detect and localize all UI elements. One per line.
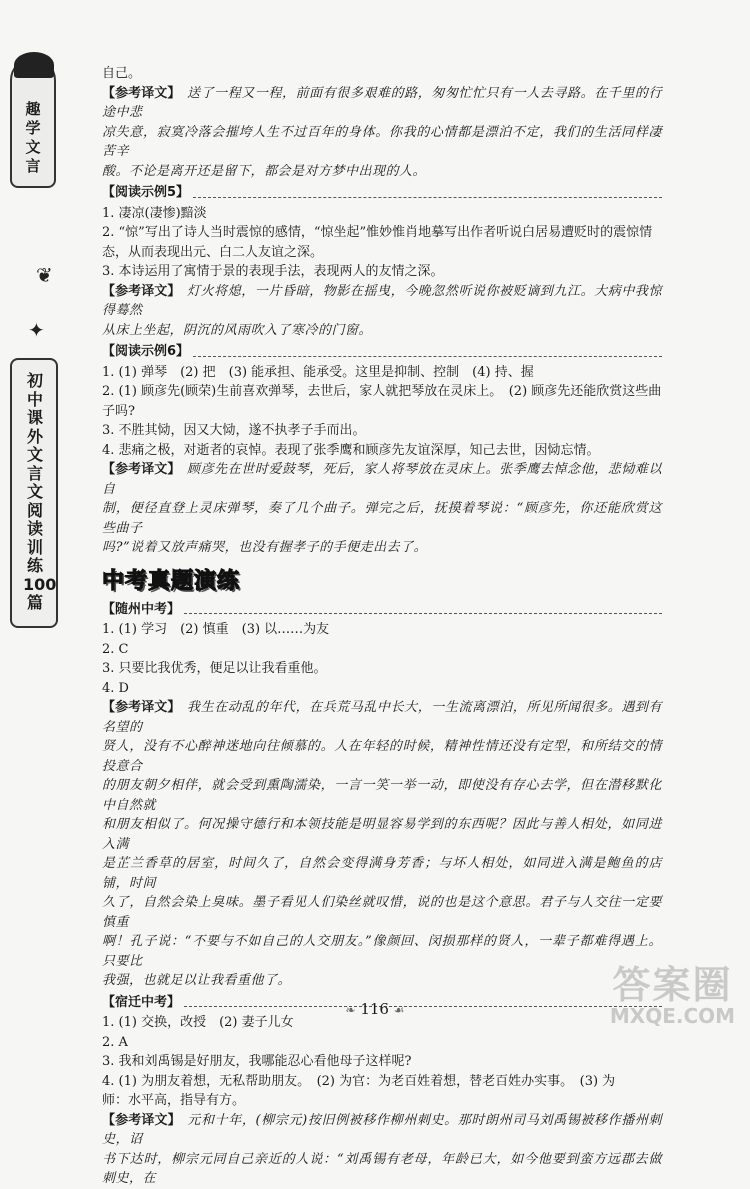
- text-line: 4. 悲痛之极，对逝者的哀悼。表现了张季鹰和顾彦先友谊深厚，知己去世，因恸忘情。: [102, 442, 600, 458]
- text-line: 和朋友相似了。何况操守德行和本领技能是明显容易学到的东西呢？因此与善人相处，如同进入满: [102, 817, 662, 852]
- chapter-title: 中考真题演练: [102, 568, 241, 594]
- text-line: 啊！孔子说：“不要与不如自己的人交朋友。”像颜回、闵损那样的贤人，一辈子都难得遇上。只要比: [102, 934, 662, 969]
- text-line: 是芷兰香草的居室，时间久了，自然会变得满身芳香；与坏人相处，如同进入满是鲍鱼的店铺，时间: [102, 856, 662, 891]
- text-line: 态，从而表现出元、白二人友谊之深。: [102, 244, 324, 260]
- section-header: 【阅读示例5】: [102, 183, 662, 203]
- text-line: 4. D: [102, 680, 129, 696]
- bird-icon: ✦: [28, 318, 45, 342]
- text-line: 贤人，没有不心醉神迷地向往倾慕的。人在年轻的时候，精神性情还没有定型，和所结交的情投意合: [102, 739, 662, 774]
- text-line: 4. (1) 为朋友着想，无私帮助朋友。 (2) 为官：为老百姓着想，替老百姓办实事。 (3) 为: [102, 1073, 616, 1089]
- watermark-logo: 答案圈 MXQE.COM: [609, 963, 736, 1028]
- translation-label: 【参考译文】: [102, 85, 174, 101]
- text-line: 书下达时，柳宗元同自己亲近的人说：“刘禹锡有老母，年龄已大，如今他要到蛮方远郡去做刺史，在: [102, 1151, 662, 1186]
- section-header: 【阅读示例6】: [102, 342, 662, 362]
- translation-label: 【参考译文】: [102, 700, 174, 715]
- text-line: 久了，自然会染上臭味。墨子看见人们染丝就叹惜，说的也是这个意思。君子与人交往一定要慎重: [102, 895, 662, 930]
- ornament-icon: ❧: [345, 1003, 356, 1017]
- text-line: 2. (1) 顾彦先(顾荣)生前喜欢弹琴，去世后，家人就把琴放在灵床上。 (2) 顾彦先还能欣赏这些曲: [102, 384, 662, 399]
- text-line: 1. (1) 学习 (2) 慎重 (3) 以……为友: [102, 622, 330, 637]
- translation-label: 【参考译文】: [102, 462, 174, 477]
- sidebar-decoration: [6, 58, 62, 618]
- text-line: 制，便径直登上灵床弹琴，奏了几个曲子。弹完之后，抚摸着琴说：“顾彦先，你还能欣赏这些曲子: [102, 501, 662, 536]
- book-title: 初中课外文言文阅读训练100篇: [23, 371, 57, 612]
- text-line: 酸。不论是离开还是留下，都会是对方梦中出现的人。: [102, 163, 427, 179]
- text-line: 2. A: [102, 1034, 128, 1050]
- series-label: 趣学文言: [25, 100, 41, 175]
- text-line: 1. (1) 弹琴 (2) 把 (3) 能承担、能承受。这里是抑制、控制 (4) 持、握: [102, 364, 534, 380]
- text-line: 3. 我和刘禹锡是好朋友，我哪能忍心看他母子这样呢?: [102, 1054, 412, 1069]
- butterfly-icon: ❦: [36, 263, 53, 287]
- text-line: 师：水平高，指导有方。: [102, 1093, 246, 1108]
- series-badge: [10, 58, 56, 188]
- text-line: 吗?”说着又放声痛哭，也没有握孝子的手便走出去了。: [102, 540, 428, 555]
- text-line: 我强，也就足以让我看重他了。: [102, 973, 292, 988]
- text-line: 2. “惊”写出了诗人当时震惊的感情，“惊坐起”惟妙惟肖地摹写出作者听说白居易遭贬时的震惊情: [102, 225, 653, 240]
- text-line: 3. 本诗运用了寓情于景的表现手法，表现两人的友情之深。: [102, 264, 444, 279]
- text-line: 子吗?: [102, 403, 135, 419]
- text-line: 1. 凄凉(凄惨)黯淡: [102, 205, 207, 221]
- text-line: 【参考译文】 顾彦先在世时爱鼓琴，死后，家人将琴放在灵床上。张季鹰去悼念他，悲恸难以自: [102, 462, 662, 497]
- text-line: 【参考译文】 送了一程又一程，前面有很多艰难的路，匆匆忙忙只有一人去寻路。在千里的行途中悲: [102, 85, 662, 120]
- text-line: 【参考译文】 元和十年，(柳宗元)按旧例被移作柳州刺史。那时朗州司马刘禹锡被移作播州刺史，诏: [102, 1112, 662, 1147]
- text-line: 【参考译文】 我生在动乱的年代，在兵荒马乱中长大，一生流离漂泊，所见所闻很多。遇到有名望的: [102, 700, 662, 735]
- text-line: 自己。: [102, 66, 142, 81]
- text-line: 的朋友朝夕相伴，就会受到熏陶濡染，一言一笑一举一动，即使没有存心去学，但在潜移默化中自然就: [102, 778, 662, 813]
- text-line: 3. 只要比我优秀，便足以让我看重他。: [102, 661, 327, 676]
- text-line: 从床上坐起，阴沉的风雨吹入了寒冷的门窗。: [102, 322, 373, 338]
- text-line: 3. 不胜其恸，因又大恸，遂不执孝子手而出。: [102, 423, 366, 438]
- scholar-hat-icon: [14, 52, 54, 78]
- text-line: 1. (1) 交换，改授 (2) 妻子儿女: [102, 1015, 294, 1030]
- translation-label: 【参考译文】: [102, 1112, 175, 1128]
- ornament-icon: ☙: [393, 1003, 405, 1017]
- section-header: 【宿迁中考】: [102, 993, 662, 1013]
- text-line: 2. C: [102, 641, 129, 657]
- translation-label: 【参考译文】: [102, 283, 174, 299]
- text-line: 凉失意，寂寞冷落会摧垮人生不过百年的身体。你我的心情都是漂泊不定，我们的生活同样凄苦辛: [102, 124, 662, 159]
- text-line: 【参考译文】 灯火将熄，一片昏暗，物影在摇曳，今晚忽然听说你被贬谪到九江。大病中我惊得蓦然: [102, 283, 662, 318]
- section-header: 【随州中考】: [102, 600, 662, 620]
- page-number: ❧ 116 ☙: [345, 1000, 405, 1018]
- book-title-panel: [10, 358, 58, 628]
- answer-content: [102, 64, 662, 1189]
